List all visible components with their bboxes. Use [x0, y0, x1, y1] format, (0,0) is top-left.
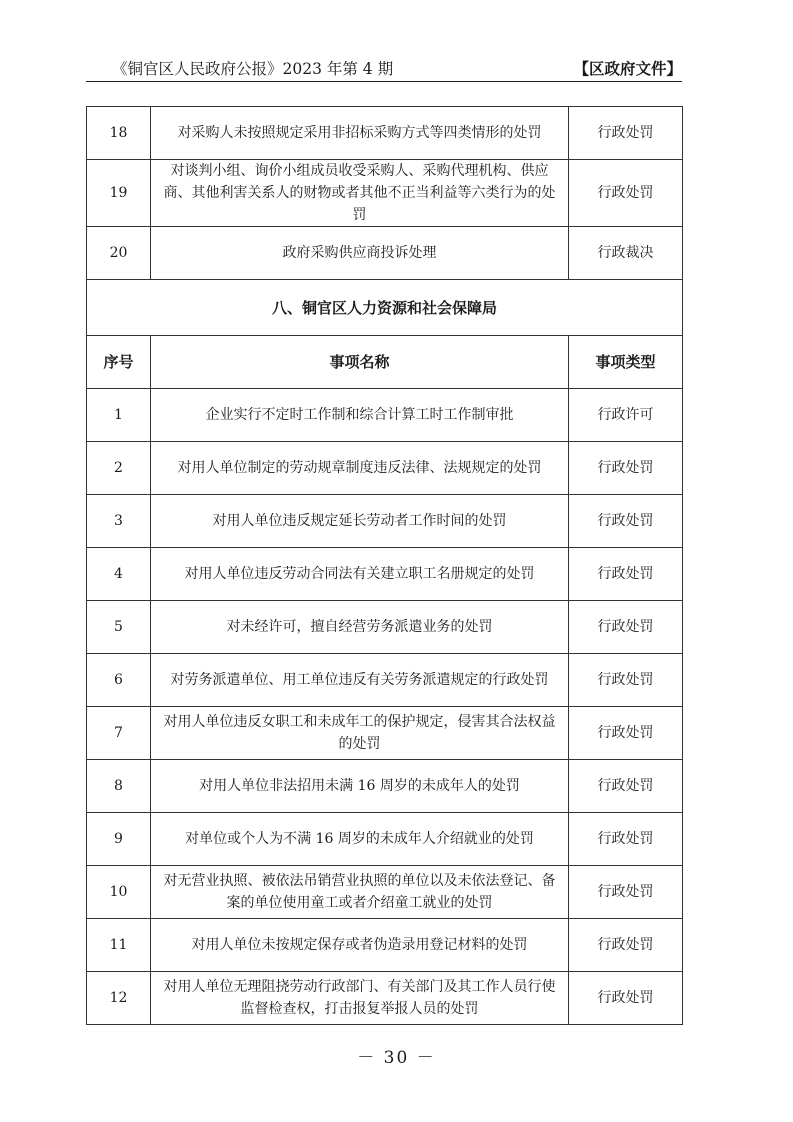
table-row [87, 866, 683, 919]
row-number: 19 [87, 160, 151, 227]
table-row [87, 495, 683, 548]
item-name: 对用人单位违反女职工和未成年工的保护规定，侵害其合法权益的处罚 [151, 707, 569, 760]
bulletin-title: 《铜官区人民政府公报》2023 年第 4 期 [112, 60, 394, 78]
document-category: 【区政府文件】 [573, 59, 682, 78]
item-type: 行政处罚 [569, 866, 683, 919]
item-name: 对无营业执照、被依法吊销营业执照的单位以及未依法登记、备案的单位使用童工或者介绍童工就业的处罚 [151, 866, 569, 919]
row-number: 9 [87, 813, 151, 866]
item-type: 行政处罚 [569, 442, 683, 495]
item-name: 对用人单位非法招用未满 16 周岁的未成年人的处罚 [151, 760, 569, 813]
row-number: 1 [87, 389, 151, 442]
section-title-row [87, 280, 683, 336]
item-type: 行政裁决 [569, 227, 683, 280]
column-header-type: 事项类型 [569, 336, 683, 389]
column-header-no: 序号 [87, 336, 151, 389]
row-number: 3 [87, 495, 151, 548]
item-type: 行政处罚 [569, 601, 683, 654]
row-number: 6 [87, 654, 151, 707]
item-name: 对用人单位制定的劳动规章制度违反法律、法规规定的处罚 [151, 442, 569, 495]
table-row [87, 654, 683, 707]
column-header-name: 事项名称 [151, 336, 569, 389]
item-name: 对劳务派遣单位、用工单位违反有关劳务派遣规定的行政处罚 [151, 654, 569, 707]
table-row [87, 707, 683, 760]
page-header [86, 58, 682, 80]
item-type: 行政处罚 [569, 919, 683, 972]
item-type: 行政处罚 [569, 813, 683, 866]
item-type: 行政处罚 [569, 707, 683, 760]
item-name: 政府采购供应商投诉处理 [151, 227, 569, 280]
row-number: 11 [87, 919, 151, 972]
table-row [87, 160, 683, 227]
continued-rows [87, 107, 683, 280]
header-divider [86, 81, 682, 82]
item-name: 企业实行不定时工作制和综合计算工时工作制审批 [151, 389, 569, 442]
item-type: 行政处罚 [569, 548, 683, 601]
item-name: 对用人单位无理阻挠劳动行政部门、有关部门及其工作人员行使监督检查权，打击报复举报人员的处罚 [151, 972, 569, 1025]
item-type: 行政处罚 [569, 760, 683, 813]
table-row [87, 919, 683, 972]
item-name: 对用人单位违反规定延长劳动者工作时间的处罚 [151, 495, 569, 548]
table-row [87, 107, 683, 160]
item-name: 对谈判小组、询价小组成员收受采购人、采购代理机构、供应商、其他利害关系人的财物或者其他不正当利益等六类行为的处罚 [151, 160, 569, 227]
section-rows [87, 389, 683, 1025]
item-type: 行政处罚 [569, 107, 683, 160]
table-row [87, 389, 683, 442]
item-name: 对单位或个人为不满 16 周岁的未成年人介绍就业的处罚 [151, 813, 569, 866]
items-table [86, 106, 683, 1025]
row-number: 5 [87, 601, 151, 654]
table-row [87, 442, 683, 495]
row-number: 8 [87, 760, 151, 813]
item-type: 行政处罚 [569, 972, 683, 1025]
table-row [87, 813, 683, 866]
row-number: 4 [87, 548, 151, 601]
item-name: 对用人单位违反劳动合同法有关建立职工名册规定的处罚 [151, 548, 569, 601]
item-type: 行政处罚 [569, 654, 683, 707]
section-title: 八、铜官区人力资源和社会保障局 [87, 280, 683, 336]
column-header-row [87, 336, 683, 389]
table-row [87, 601, 683, 654]
row-number: 2 [87, 442, 151, 495]
item-type: 行政处罚 [569, 160, 683, 227]
row-number: 7 [87, 707, 151, 760]
row-number: 10 [87, 866, 151, 919]
table-row [87, 760, 683, 813]
item-type: 行政许可 [569, 389, 683, 442]
item-name: 对采购人未按照规定采用非招标采购方式等四类情形的处罚 [151, 107, 569, 160]
table-row [87, 548, 683, 601]
page-number: － 30 － [357, 1048, 436, 1068]
row-number: 18 [87, 107, 151, 160]
item-type: 行政处罚 [569, 495, 683, 548]
item-name: 对用人单位未按规定保存或者伪造录用登记材料的处罚 [151, 919, 569, 972]
item-name: 对未经许可，擅自经营劳务派遣业务的处罚 [151, 601, 569, 654]
row-number: 20 [87, 227, 151, 280]
table-row [87, 972, 683, 1025]
row-number: 12 [87, 972, 151, 1025]
table-row [87, 227, 683, 280]
section-block [87, 280, 683, 389]
